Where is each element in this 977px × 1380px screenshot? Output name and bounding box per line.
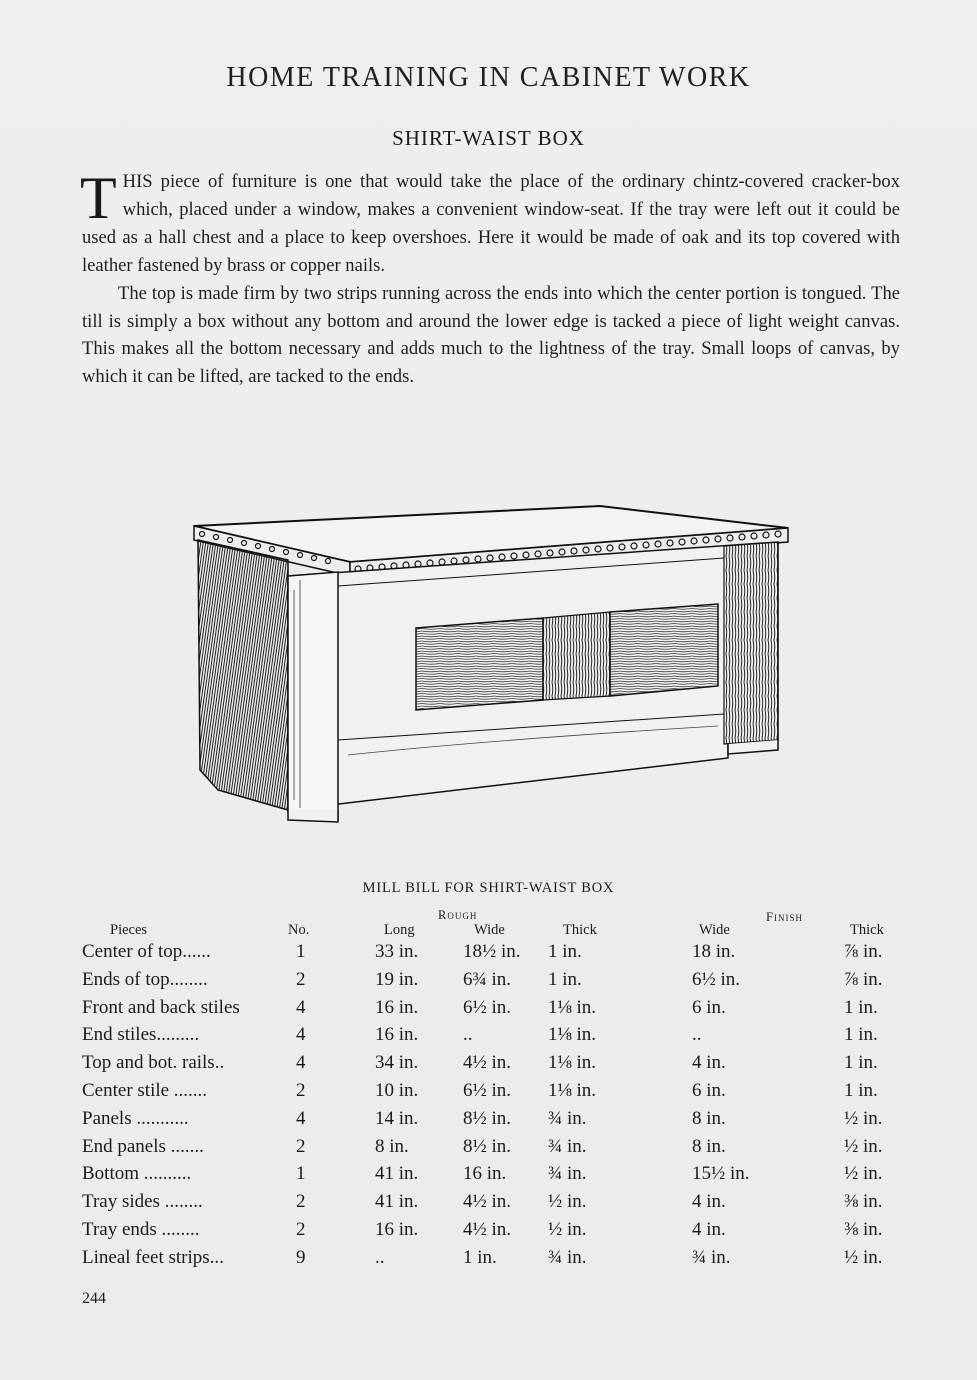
cell-rough-wide: 6¾ in. bbox=[463, 968, 512, 990]
cell-long: 33 in. bbox=[375, 941, 419, 962]
cell-finish-wide: 15½ in. bbox=[692, 1163, 750, 1185]
cell-finish-thick: ⅜ in. bbox=[844, 1219, 883, 1240]
cell-no: 1 bbox=[296, 941, 306, 962]
page-number: 244 bbox=[82, 1290, 106, 1307]
cell-finish-thick: ½ in. bbox=[844, 1246, 883, 1268]
col-head-no: No. bbox=[288, 922, 310, 938]
cell-piece: Front and back stiles bbox=[82, 996, 240, 1018]
cell-rough-wide: 4½ in. bbox=[463, 1219, 512, 1240]
col-head-rough-thick: Thick bbox=[563, 922, 597, 938]
cell-finish-thick: 1 in. bbox=[844, 1052, 878, 1074]
cell-rough-wide: 6½ in. bbox=[463, 1080, 512, 1101]
cell-rough-thick: 1⅛ in. bbox=[548, 1052, 597, 1074]
cell-long: 41 in. bbox=[375, 1191, 419, 1213]
article-title: SHIRT-WAIST BOX bbox=[392, 126, 585, 150]
cell-finish-wide: .. bbox=[692, 1024, 702, 1046]
cell-long: 41 in. bbox=[375, 1163, 419, 1185]
group-head-finish: Finish bbox=[766, 910, 803, 924]
cell-long: 16 in. bbox=[375, 1024, 419, 1046]
cell-no: 4 bbox=[296, 1107, 306, 1129]
cell-no: 2 bbox=[296, 1135, 306, 1157]
col-head-finish-thick: Thick bbox=[850, 922, 884, 938]
cell-finish-wide: 4 in. bbox=[692, 1219, 726, 1240]
cell-no: 4 bbox=[296, 1024, 306, 1046]
cell-no: 2 bbox=[296, 1191, 306, 1213]
cell-rough-thick: 1 in. bbox=[548, 968, 582, 990]
cell-rough-thick: 1⅛ in. bbox=[548, 1024, 597, 1046]
cell-rough-wide: 16 in. bbox=[463, 1163, 507, 1185]
cell-rough-thick: ½ in. bbox=[548, 1191, 587, 1213]
shirt-waist-box-illustration bbox=[188, 500, 790, 826]
paragraph-1-text: HIS piece of furniture is one that would take the place of the ordinary chintz-covered cracker-box which, placed under a window, makes a convenient window-seat. If the tray were left out it could be used as a hall chest and a place to keep overshoes. Here it would be made of oak and its top covered with leather fastened by brass or copper nails. bbox=[82, 171, 900, 276]
col-head-pieces: Pieces bbox=[110, 922, 148, 938]
cell-finish-wide: 6 in. bbox=[692, 996, 726, 1018]
cell-no: 4 bbox=[296, 996, 306, 1018]
cell-finish-thick: ⅞ in. bbox=[844, 941, 883, 962]
cell-long: 10 in. bbox=[375, 1080, 419, 1101]
running-head: HOME TRAINING IN CABINET WORK bbox=[226, 62, 751, 93]
paragraph-2: The top is made firm by two strips running across the ends into which the center portion is tongued. The till is simply a box without any bottom and around the lower edge is tacked a piece of light weight canvas. This makes all the bottom necessary and adds much to the lightness of the tray. Small loops of canvas, by which it can be lifted, are tacked to the ends. bbox=[82, 282, 900, 388]
drop-cap: T bbox=[80, 165, 117, 231]
article-body bbox=[80, 165, 900, 391]
cell-finish-thick: 1 in. bbox=[844, 1080, 878, 1101]
cell-finish-thick: ⅞ in. bbox=[844, 968, 883, 990]
group-head-rough: Rough bbox=[438, 908, 478, 922]
cell-finish-thick: ½ in. bbox=[844, 1107, 883, 1129]
cell-long: 16 in. bbox=[375, 1219, 419, 1240]
cell-piece: Tray sides ........ bbox=[82, 1191, 203, 1213]
cell-rough-wide: 8½ in. bbox=[463, 1107, 512, 1129]
cell-no: 9 bbox=[296, 1246, 306, 1268]
cell-finish-wide: 8 in. bbox=[692, 1135, 726, 1157]
cell-long: 34 in. bbox=[375, 1052, 419, 1074]
cell-rough-wide: 8½ in. bbox=[463, 1135, 512, 1157]
cell-finish-thick: ⅜ in. bbox=[844, 1191, 883, 1213]
cell-finish-wide: 8 in. bbox=[692, 1107, 726, 1129]
cell-finish-thick: ½ in. bbox=[844, 1163, 883, 1185]
cell-rough-wide: 1 in. bbox=[463, 1246, 497, 1268]
cell-piece: End stiles......... bbox=[82, 1024, 200, 1046]
cell-piece: Panels ........... bbox=[82, 1107, 189, 1129]
cell-piece: Center of top...... bbox=[82, 941, 211, 962]
cell-piece: Center stile ....... bbox=[82, 1080, 208, 1101]
cell-rough-thick: ¾ in. bbox=[548, 1163, 587, 1185]
cell-rough-wide: 4½ in. bbox=[463, 1191, 512, 1213]
cell-piece: Lineal feet strips... bbox=[82, 1246, 224, 1268]
cell-finish-wide: 18 in. bbox=[692, 941, 736, 962]
cell-long: 19 in. bbox=[375, 968, 419, 990]
col-head-long: Long bbox=[384, 922, 415, 938]
cell-no: 2 bbox=[296, 968, 306, 990]
cell-finish-thick: 1 in. bbox=[844, 996, 878, 1018]
cell-rough-wide: 6½ in. bbox=[463, 996, 512, 1018]
cell-finish-wide: 6 in. bbox=[692, 1080, 726, 1101]
cell-long: .. bbox=[375, 1246, 385, 1268]
cell-finish-wide: 4 in. bbox=[692, 1052, 726, 1074]
cell-finish-wide: 6½ in. bbox=[692, 968, 741, 990]
cell-no: 2 bbox=[296, 1219, 306, 1240]
cell-finish-thick: 1 in. bbox=[844, 1024, 878, 1046]
col-head-rough-wide: Wide bbox=[474, 922, 505, 938]
cell-finish-wide: 4 in. bbox=[692, 1191, 726, 1213]
cell-long: 16 in. bbox=[375, 996, 419, 1018]
cell-piece: End panels ....... bbox=[82, 1135, 204, 1157]
cell-rough-thick: ¾ in. bbox=[548, 1107, 587, 1129]
cell-rough-wide: 4½ in. bbox=[463, 1052, 512, 1074]
cell-rough-thick: ½ in. bbox=[548, 1219, 587, 1240]
cell-rough-thick: 1⅛ in. bbox=[548, 996, 597, 1018]
cell-piece: Ends of top........ bbox=[82, 968, 208, 990]
cell-rough-thick: ¾ in. bbox=[548, 1135, 587, 1157]
cell-rough-thick: ¾ in. bbox=[548, 1246, 587, 1268]
cell-no: 2 bbox=[296, 1080, 306, 1101]
mill-bill-title: MILL BILL FOR SHIRT-WAIST BOX bbox=[362, 880, 615, 896]
cell-piece: Top and bot. rails.. bbox=[82, 1052, 225, 1074]
cell-finish-wide: ¾ in. bbox=[692, 1246, 731, 1268]
cell-rough-thick: 1⅛ in. bbox=[548, 1080, 597, 1101]
cell-rough-wide: 18½ in. bbox=[463, 941, 521, 962]
cell-no: 4 bbox=[296, 1052, 306, 1074]
cell-long: 8 in. bbox=[375, 1135, 409, 1157]
paragraph-1 bbox=[80, 165, 900, 280]
cell-rough-thick: 1 in. bbox=[548, 941, 582, 962]
cell-finish-thick: ½ in. bbox=[844, 1135, 883, 1157]
cell-rough-wide: .. bbox=[463, 1024, 473, 1046]
cell-long: 14 in. bbox=[375, 1107, 419, 1129]
cell-piece: Bottom .......... bbox=[82, 1163, 192, 1185]
cell-piece: Tray ends ........ bbox=[82, 1219, 200, 1240]
col-head-finish-wide: Wide bbox=[699, 922, 730, 938]
cell-no: 1 bbox=[296, 1163, 306, 1185]
